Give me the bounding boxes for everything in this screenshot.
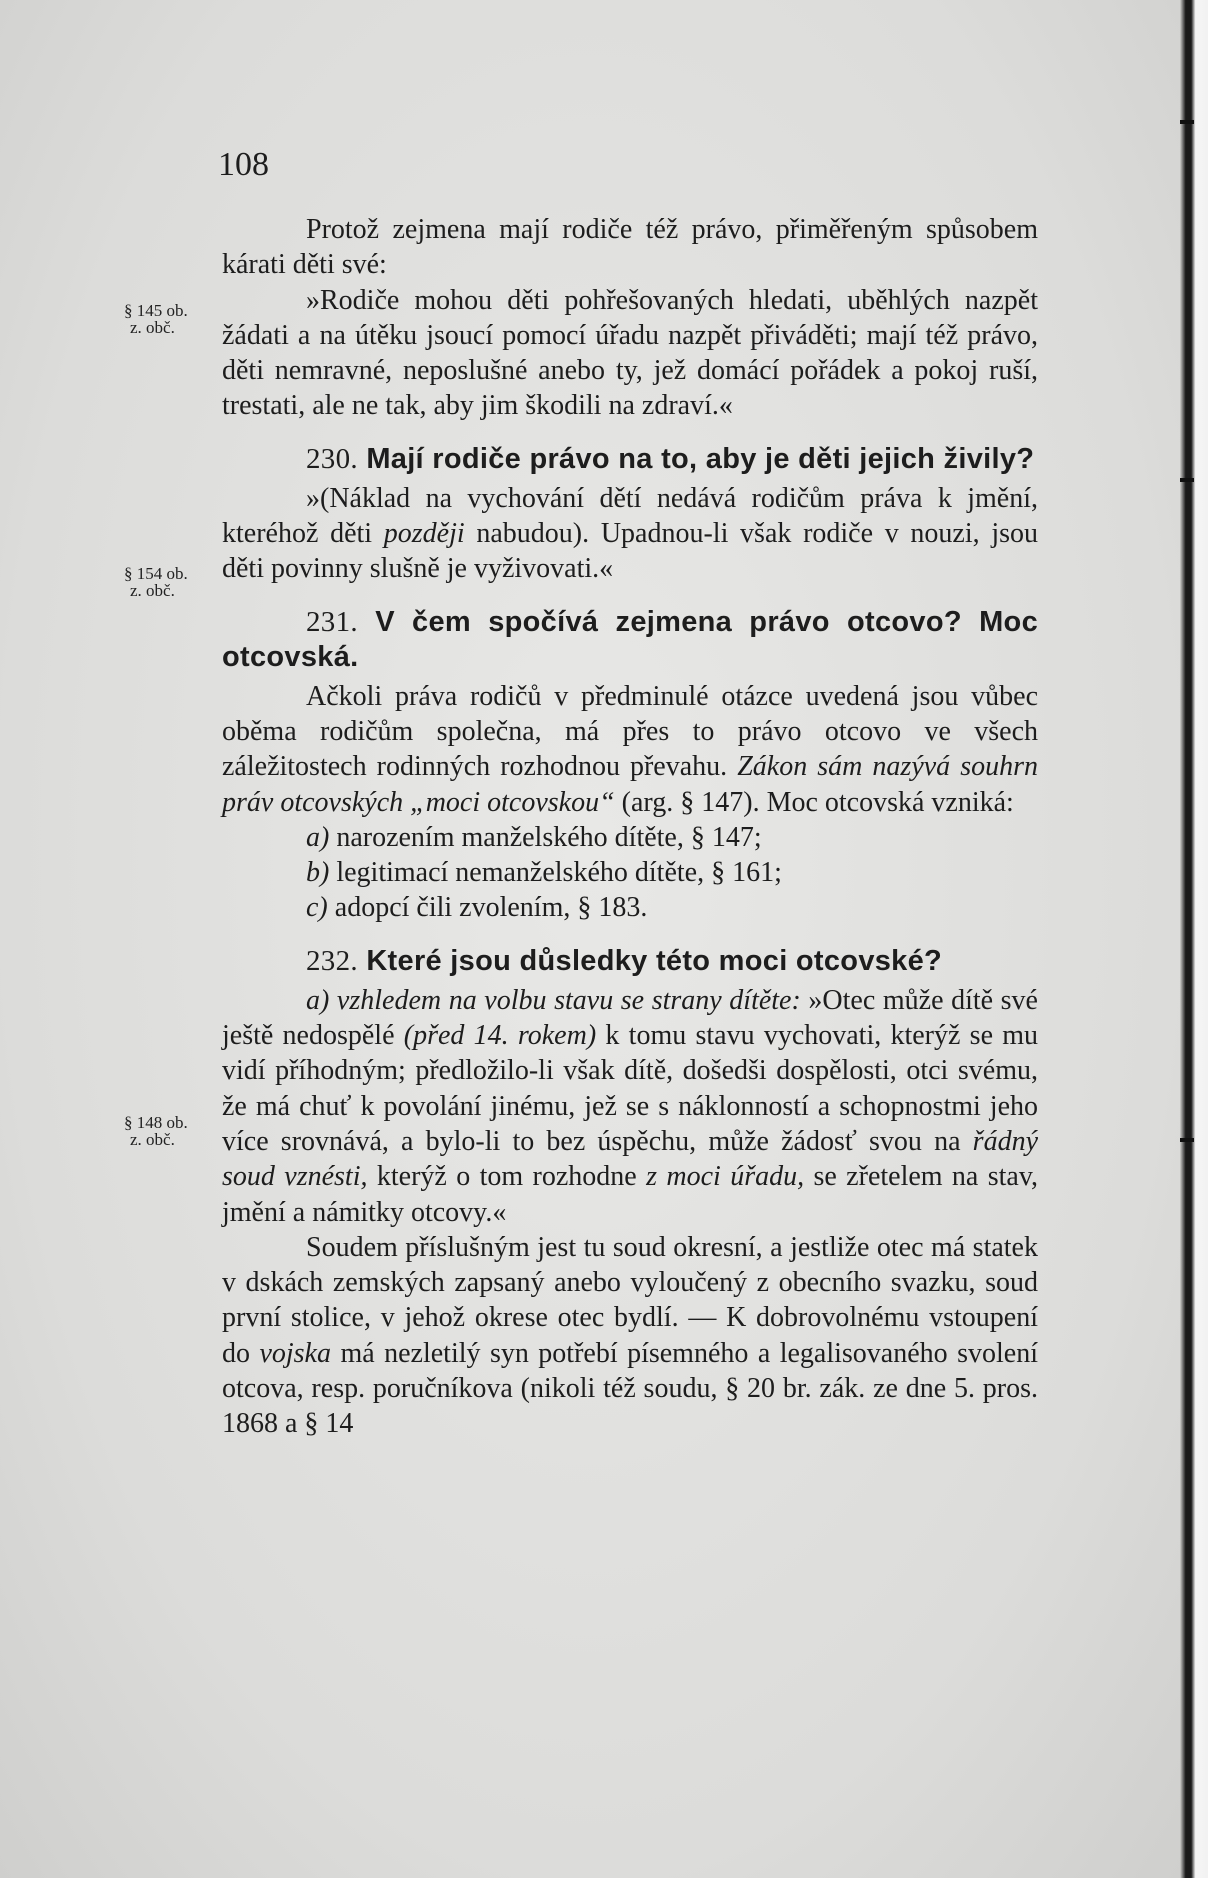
page-number: 108 bbox=[218, 146, 269, 183]
question-232: 232. Které jsou důsledky této moci otcovské? bbox=[306, 944, 943, 977]
list-item: a) narozením manželského dítěte, § 147; bbox=[306, 821, 762, 853]
paragraph: Ačkoli práva rodičů v předminulé otázce uvedená jsou vůbec oběma rodičům společna, má přes to právo otcovo ve všech záležitostech rodinných rozhodnou převahu. Zákon sám nazývá souhrn práv otcovských „moci otcovskou“ (arg. § 147). Moc otcovská vzniká: bbox=[222, 680, 1039, 818]
question-231: 231. V čem spočívá zejmena právo otcovo? Moc otcovská. bbox=[222, 605, 1038, 673]
question-230: 230. Mají rodiče právo na to, aby je děti jejich živily? bbox=[306, 442, 1035, 475]
edge-mark bbox=[1180, 1138, 1194, 1142]
paragraph: Soudem příslušným jest tu soud okresní, a jestliže otec má statek v dskách zemských zapsaný anebo vyloučený z obecního svazku, soud první stolice, v jehož okrese otec bydlí. — K dobrovolnému vstoupení do vojska má nezletilý syn potřebí písemného a legalisovaného svolení otcova, resp. poručníkova (nikoli též soudu, § 20 br. zák. ze dne 5. pros. 1868 a § 14 bbox=[222, 1231, 1038, 1440]
paragraph: »Rodiče mohou děti pohřešovaných hledati, uběhlých nazpět žádati a na útěku jsoucí pomocí úřadu nazpět přiváděti; mají též právo, děti nemravné, neposlušné anebo ty, jež domácí pořádek a pokoj ruší, trestati, ale ne tak, aby jim škodili na zdraví.« bbox=[222, 284, 1038, 422]
margin-note: § 145 ob. z. obč. bbox=[124, 301, 188, 337]
margin-note: § 154 ob. z. obč. bbox=[124, 564, 188, 600]
paragraph: a) vzhledem na volbu stavu se strany dítěte: »Otec může dítě své ještě nedospělé (před 14. rokem) k tomu stavu vychovati, kterýž se mu vidí příhodným; předložilo-li však dítě, došedši dospělosti, otci svému, že má chuť k povolání jinému, jež se s náklonností a schopnostmi jeho více srovnává, a bylo-li to bez úspěchu, může žádosť svou na řádný soud vznésti, kterýž o tom rozhodne z moci úřadu, se zřetelem na stav, jmění a námitky otcovy.« bbox=[222, 984, 1039, 1228]
edge-mark bbox=[1180, 120, 1194, 124]
page-edge bbox=[1180, 0, 1208, 1878]
edge-mark bbox=[1180, 478, 1194, 482]
margin-note: § 148 ob. z. obč. bbox=[124, 1113, 188, 1149]
paragraph: »(Náklad na vychování dětí nedává rodičům práva k jmění, kteréhož děti později nabudou). Upadnou-li však rodiče v nouzi, jsou děti povinny slušně je vyživovati.« bbox=[222, 482, 1039, 585]
list-item: c) adopcí čili zvolením, § 183. bbox=[306, 892, 648, 924]
body-text bbox=[222, 212, 1038, 1442]
list-item: b) legitimací nemanželského dítěte, § 161; bbox=[306, 857, 782, 889]
paragraph: Protož zejmena mají rodiče též právo, přiměřeným spůsobem kárati děti své: bbox=[222, 214, 1038, 281]
